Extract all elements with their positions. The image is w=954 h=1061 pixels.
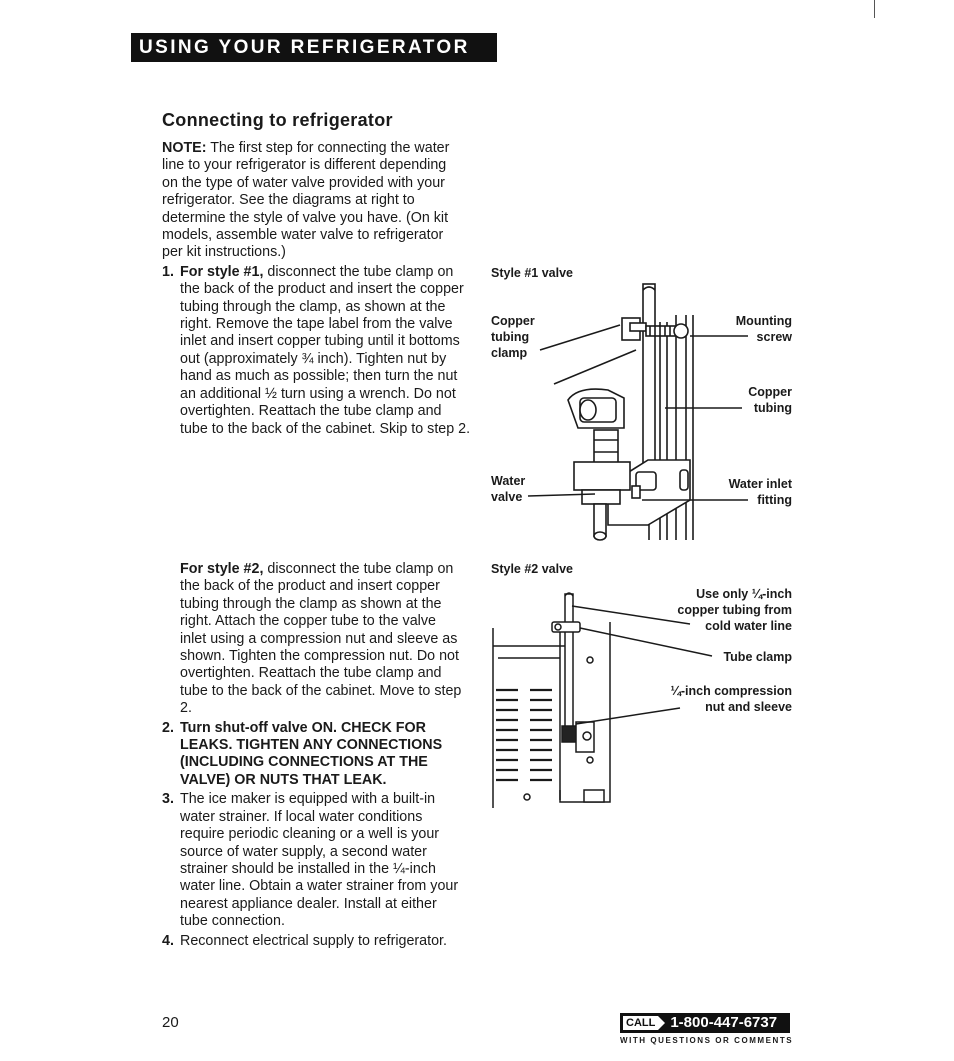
intro-column [162, 140, 471, 438]
label-tube-clamp: Tube clamp [723, 650, 792, 664]
step-1-lead: For style #1, [180, 263, 264, 280]
steps-column [162, 561, 472, 950]
step-1-text: disconnect the tube clamp on the back of the product and insert the copper tubing through the clamp, as shown at the right. Remove the tape label from the valve inlet and insert copper tubing until it bottoms out (approximately ¾ inch). Tighten nut by hand as much as possible; then turn the nut an additional ½ turn using a wrench. Do not overtighten. Reattach the tube clamp and tube to the back of the cabinet. Skip to step 2. [180, 263, 471, 437]
note-label: NOTE: [162, 140, 207, 156]
diagram-1-title: Style #1 valve [491, 266, 574, 280]
step-4-text: Reconnect electrical supply to refrigerator. [180, 932, 448, 949]
label-mounting-screw: Mounting screw [735, 314, 792, 344]
margin-mark [874, 0, 875, 18]
label-water-inlet-fitting: Water inlet fitting [728, 477, 792, 507]
step-3-number: 3. [162, 791, 174, 808]
step-2-number: 2. [162, 719, 174, 736]
step-4-number: 4. [162, 932, 174, 949]
step-1-number: 1. [162, 263, 174, 280]
phone-number: 1-800-447-6737 [670, 1014, 778, 1031]
call-banner [620, 1013, 790, 1033]
step-3-text: The ice maker is equipped with a built-in water strainer. If local water conditions require periodic cleaning or a well is your source of water supply, a second water strainer should be installed in the ¼-inch water line. Obtain a water strainer from your nearest appliance dealer. Install at either tube connection. [180, 791, 459, 930]
page-number: 20 [162, 1014, 179, 1031]
step-2 [162, 720, 464, 790]
diagram-2-title: Style #2 valve [491, 562, 574, 576]
label-copper-tubing: Copper tubing [748, 385, 792, 415]
call-subtext: WITH QUESTIONS OR COMMENTS [620, 1036, 794, 1045]
note-paragraph [162, 140, 462, 262]
step-3 [162, 791, 464, 930]
call-arrow-icon [658, 1016, 665, 1030]
label-compression-nut: ¼-inch compression nut and sleeve [670, 684, 792, 714]
style-2-paragraph [162, 561, 464, 718]
style-2-text: disconnect the tube clamp on the back of the product and insert copper tubing through the clamp as shown at the right. Attach the copper tube to the valve inlet using a compression nut and sleeve as shown. Tighten the compression nut. Do not overtighten. Reattach the tube clamp and tube to the back of the cabinet. Move to step 2. [180, 561, 462, 717]
section-heading: Connecting to refrigerator [162, 110, 393, 130]
call-tag: CALL [622, 1015, 659, 1031]
note-text: The first step for connecting the water line to your refrigerator is different depending on the type of water valve provided with your refrigerator. See the diagrams at right to determine the style of valve you have. (On kit models, assemble water valve to refrigerator per kit instructions.) [162, 140, 450, 261]
label-water-valve: Water valve [491, 474, 526, 504]
step-4 [162, 933, 480, 950]
label-copper-tubing-clamp: Copper tubing clamp [491, 314, 535, 360]
step-1 [162, 264, 472, 438]
section-banner: USING YOUR REFRIGERATOR [131, 33, 497, 62]
style-2-lead: For style #2, [180, 561, 264, 577]
step-2-text: Turn shut-off valve ON. CHECK FOR LEAKS. TIGHTEN ANY CONNECTIONS (INCLUDING CONNECTIONS AT THE VALVE) OR NUTS THAT LEAK. [180, 719, 443, 788]
label-use-only-tubing: Use only ¼-inch copper tubing from cold water line [677, 587, 792, 633]
